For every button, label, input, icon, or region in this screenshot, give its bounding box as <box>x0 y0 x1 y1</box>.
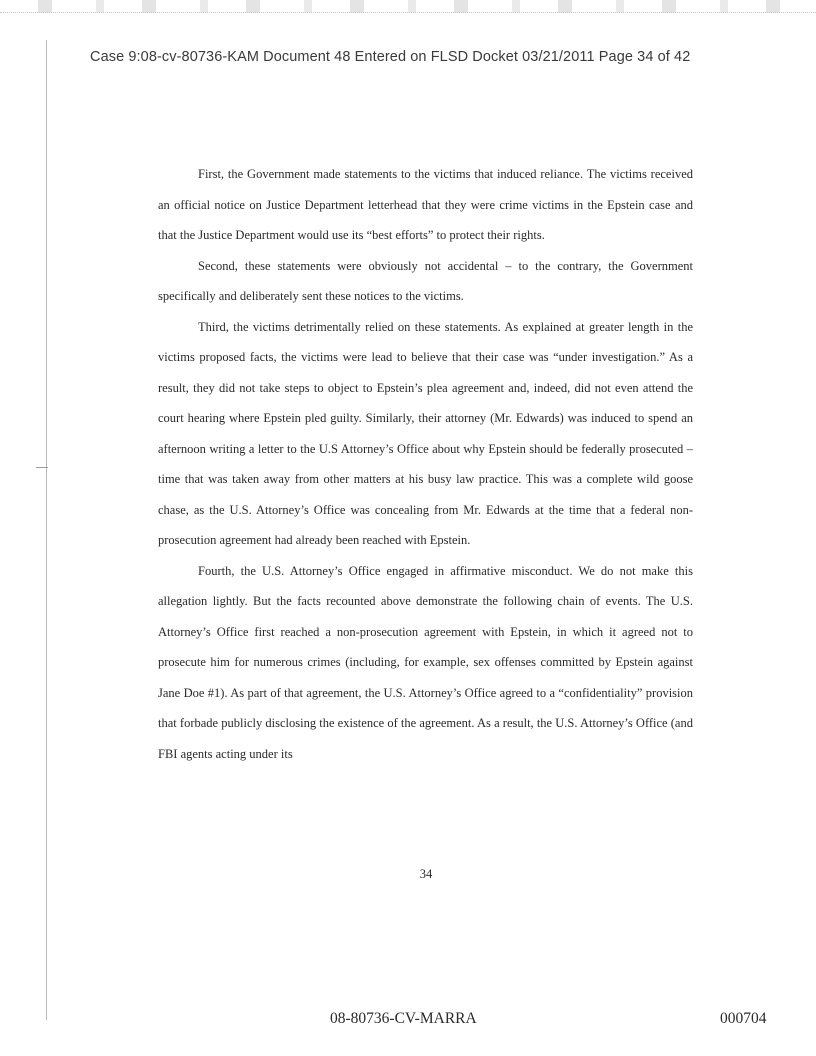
bates-case-label: 08-80736-CV-MARRA <box>330 1010 477 1027</box>
paragraph-second: Second, these statements were obviously not accidental – to the contrary, the Government specifically and deliberately sent these notices to the victims. <box>158 258 693 303</box>
paragraph-third: Third, the victims detrimentally relied on these statements. As explained at greater length in the victims proposed facts, the victims were lead to believe that their case was “under investigation.” As a result, they did not take steps to object to Epstein’s plea agreement and, indeed, did not even attend the court hearing where Epstein pled guilty. Similarly, their attorney (Mr. Edwards) was induced to spend an afternoon writing a letter to the U.S Attorney’s Office about why Epstein should be federally prosecuted – time that was taken away from other matters at his busy law practice. This was a complete wild goose chase, as the U.S. Attorney’s Office was concealing from Mr. Edwards at the time that a federal non-prosecution agreement had already been reached with Epstein. <box>158 319 693 547</box>
paragraph-first: First, the Government made statements to the victims that induced reliance. The victims received an official notice on Justice Department letterhead that they were crime victims in the Epstein case and that the Justice Department would use its “best efforts” to protect their rights. <box>158 167 693 242</box>
scan-margin-tick <box>36 467 48 468</box>
bates-number: 000704 <box>720 1010 767 1027</box>
document-body <box>158 159 693 769</box>
scan-artifact-top <box>0 0 816 13</box>
case-header: Case 9:08-cv-80736-KAM Document 48 Entered on FLSD Docket 03/21/2011 Page 34 of 42 <box>90 49 691 65</box>
paragraph-fourth: Fourth, the U.S. Attorney’s Office engaged in affirmative misconduct. We do not make this allegation lightly. But the facts recounted above demonstrate the following chain of events. The U.S. Attorney’s Office first reached a non-prosecution agreement with Epstein, in which it agreed not to prosecute him for numerous crimes (including, for example, sex offenses committed by Epstein against Jane Doe #1). As part of that agreement, the U.S. Attorney’s Office agreed to a “confidentiality” provision that forbade publicly disclosing the existence of the agreement. As a result, the U.S. Attorney’s Office (and FBI agents acting under its <box>158 563 693 761</box>
page-number: 34 <box>419 867 433 881</box>
